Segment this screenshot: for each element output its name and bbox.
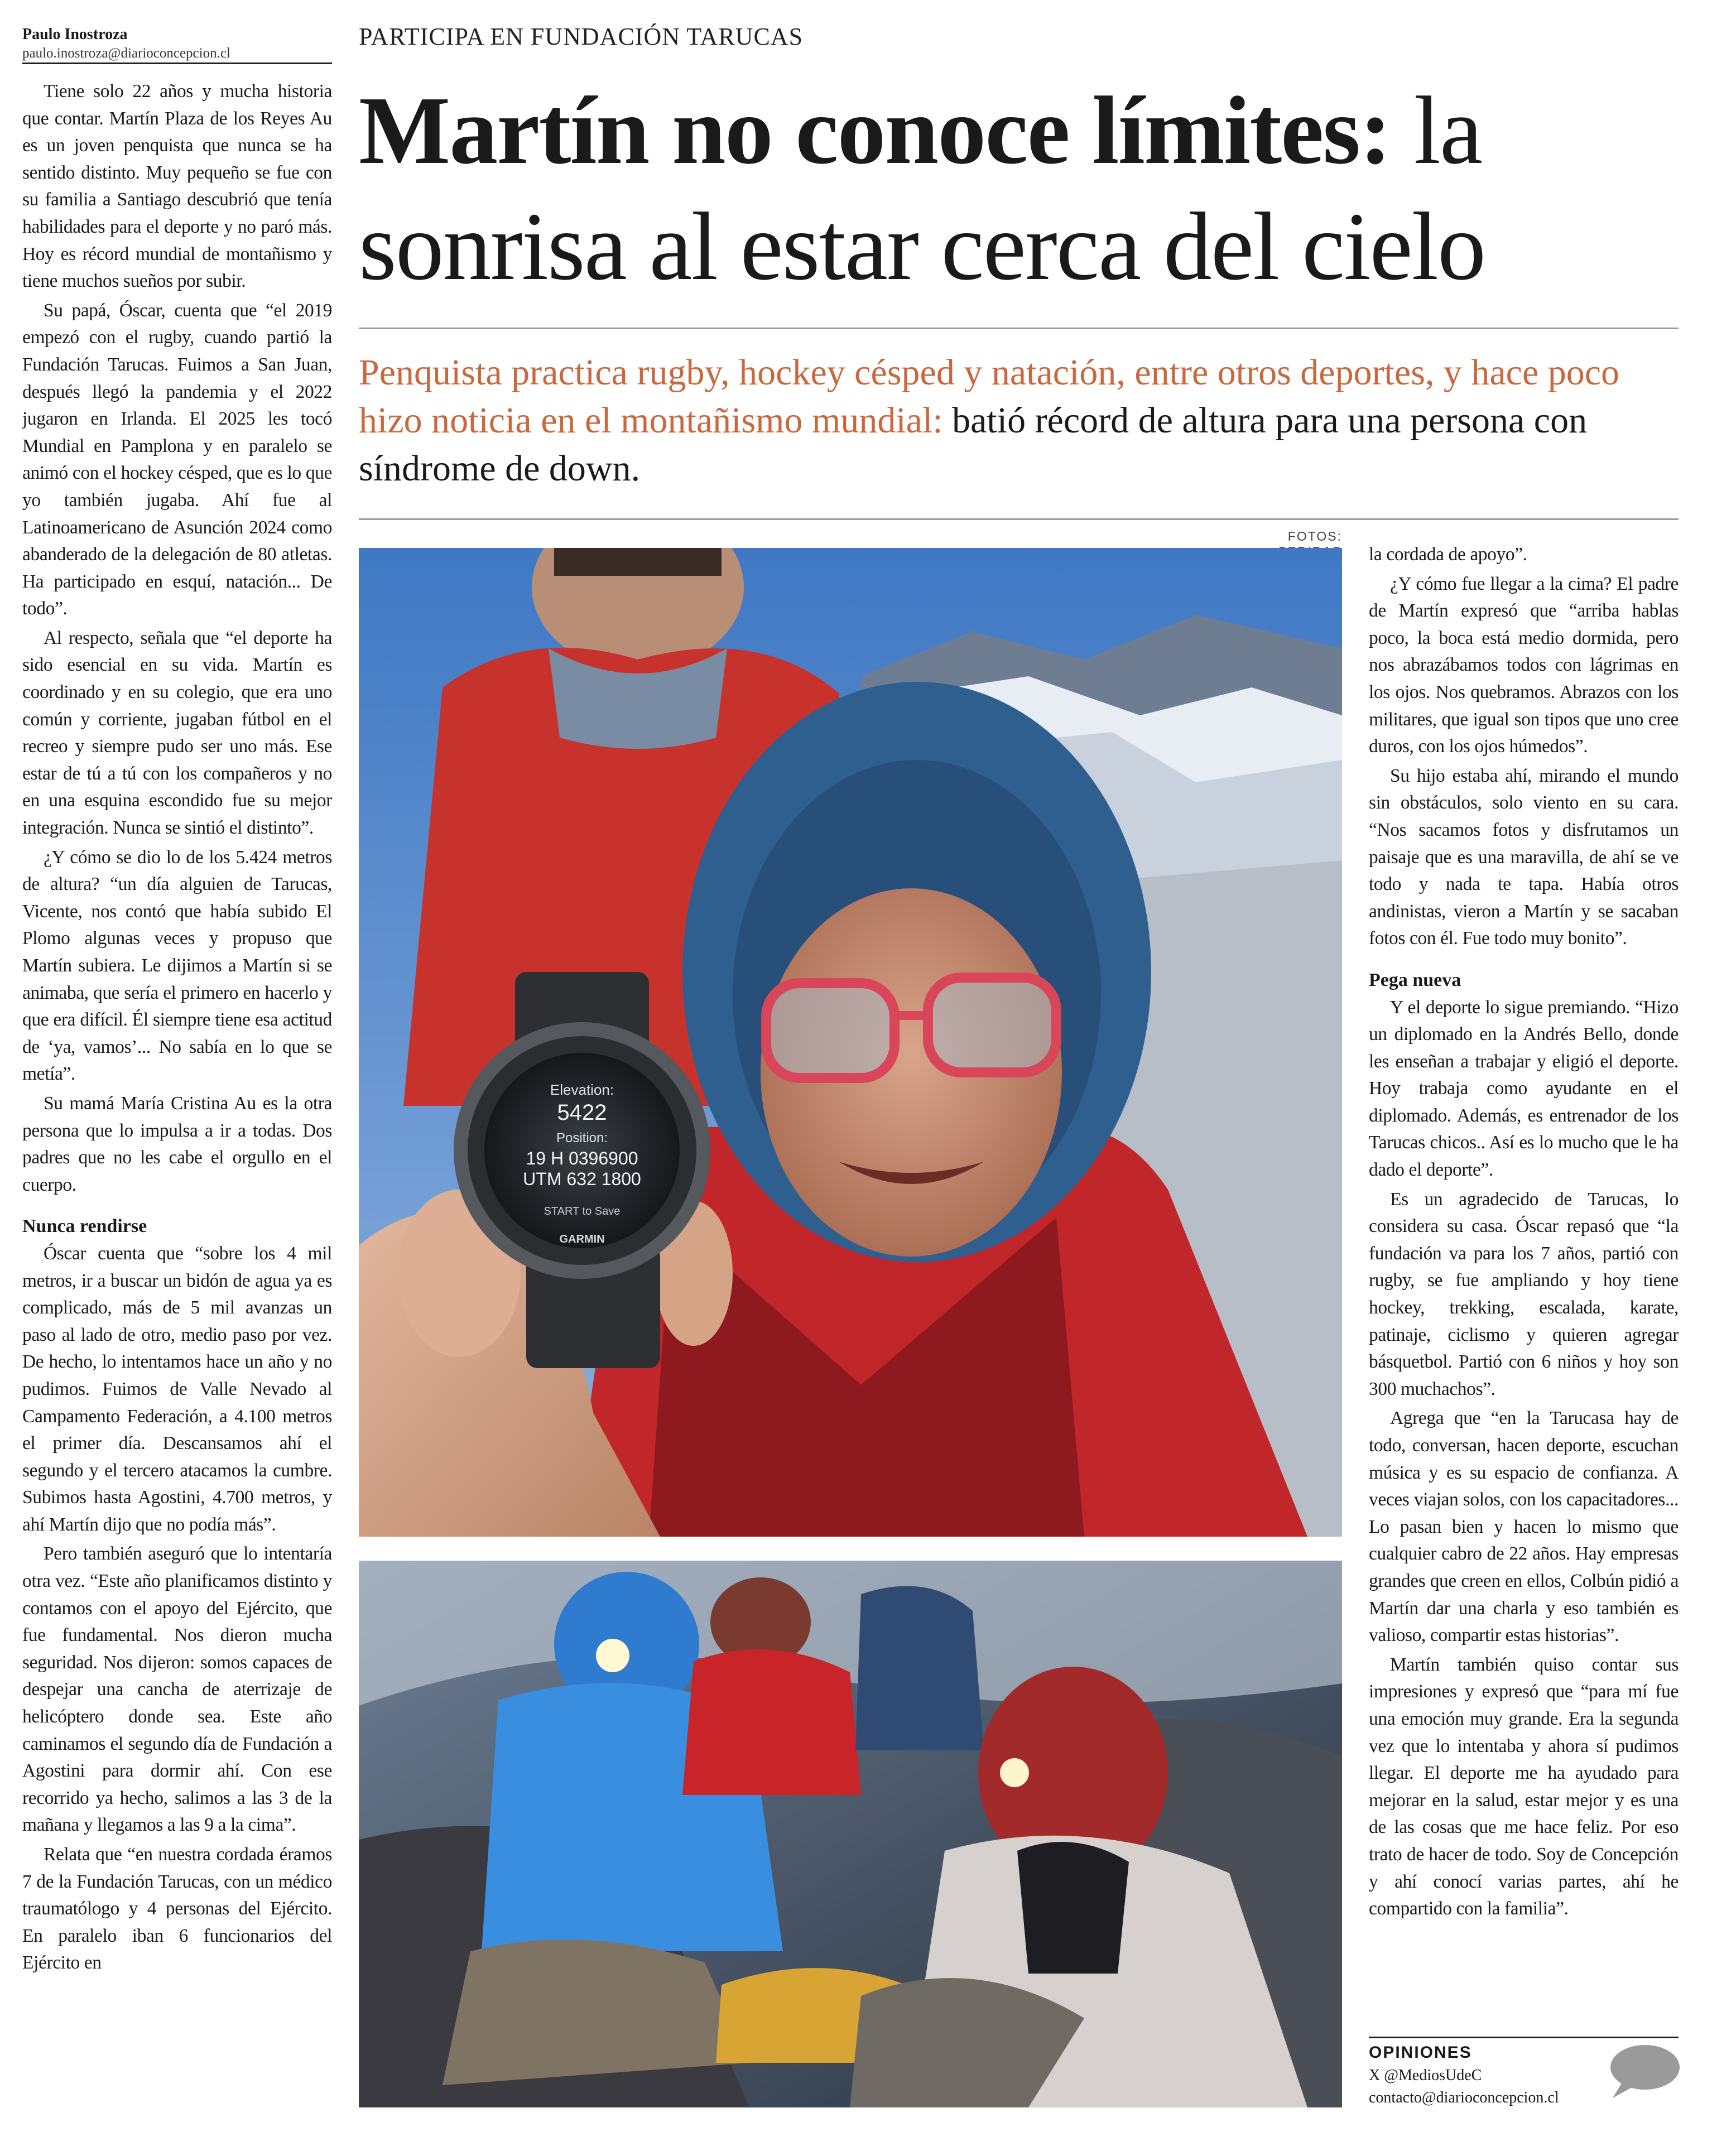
opiniones-email[interactable]: contacto@diarioconcepcion.cl <box>1369 2089 1559 2106</box>
watch-start-label: START to Save <box>544 1205 621 1217</box>
header-divider <box>359 328 1679 329</box>
subheadline-accent: Penquista practica rugby, hockey césped y natación, entre otros deportes, y hace poco hizo noticia en el montañismo mundial: <box>359 352 1620 441</box>
headline-rest: la sonrisa al estar cerca del cielo <box>359 76 1485 300</box>
paragraph: Al respecto, señala que “el deporte ha sido esencial en su vida. Martín es coordinado y en su colegio, que era uno común y corriente, jugaban fútbol en el recreo y siempre pudo ser uno más. Ese estar de tú a tú con los compañeros y no en una esquina escondido fue su mejor integración. Nunca se sintió el distinto”. <box>22 627 332 839</box>
author-name: Paulo Inostroza <box>22 26 128 43</box>
paragraph: Es un agradecido de Tarucas, lo considera su casa. Óscar repasó que “la fundación va para los 7 años, partió con rugby, se fue ampliando y hoy tiene hockey, trekking, escalada, karate, patinaje, ciclismo y quieren agregar básquetbol. Partió con 6 niños y hoy son 300 muchachos”. <box>1369 1188 1679 1399</box>
headline <box>359 73 1687 305</box>
watch-brand-logo: GARMIN <box>559 1233 605 1245</box>
subheadline-divider <box>359 518 1679 520</box>
paragraph: Relata que “en nuestra cordada éramos 7 de la Fundación Tarucas, con un médico traumatólogo y 4 personas del Ejército. En paralelo iban 6 funcionarios del Ejército en <box>22 1844 332 1974</box>
photo-climbers-resting <box>359 1561 1342 2107</box>
paragraph: Su hijo estaba ahí, mirando el mundo sin obstáculos, solo viento en su cara. “Nos sacamos fotos y disfrutamos un paisaje que es una maravilla, de ahí se ve todo y nada te tapa. Había otros andinistas, vieron a Martín y se sacaban fotos con él. Fue todo muy bonito”. <box>1369 765 1679 949</box>
byline-divider <box>22 62 332 64</box>
watch-elevation-label: Elevation: <box>550 1081 614 1098</box>
opiniones-title: OPINIONES <box>1369 2043 1472 2062</box>
section-kicker: PARTICIPA EN FUNDACIÓN TARUCAS <box>359 23 804 50</box>
watch-position-line2: UTM 632 1800 <box>523 1169 641 1189</box>
article-column-right <box>1369 541 1679 1925</box>
watch-position-line1: 19 H 0396900 <box>526 1148 638 1168</box>
headline-bold: Martín no conoce límites: <box>359 76 1391 184</box>
paragraph: la cordada de apoyo”. <box>1369 544 1527 565</box>
byline <box>22 25 332 62</box>
author-email[interactable]: paulo.inostroza@diarioconcepcion.cl <box>22 46 230 61</box>
photo-climbers-resting-image <box>359 1561 1342 2107</box>
section-heading-nunca-rendirse: Nunca rendirse <box>22 1216 147 1237</box>
section-heading-pega-nueva: Pega nueva <box>1369 969 1461 990</box>
paragraph: Tiene solo 22 años y mucha historia que contar. Martín Plaza de los Reyes Au es un joven penquista que nunca se ha sentido distinto. Muy pequeño se fue con su familia a Santiago descubrió que tenía habilidades para el deporte y no paró más. Hoy es récord mundial de montañismo y tiene muchos sueños por subir. <box>22 81 332 292</box>
photo-summit-selfie-image <box>359 548 1342 1537</box>
watch-elevation-value: 5422 <box>557 1100 607 1125</box>
opiniones-x-handle[interactable]: X @MediosUdeC <box>1369 2067 1482 2084</box>
paragraph: ¿Y cómo fue llegar a la cima? El padre de Martín expresó que “arriba hablas poco, la boca está medio dormida, pero nos abrazábamos todos con lágrimas en los ojos. Nos quebramos. Abrazos con los militares, que igual son tipos que uno cree duros, con los ojos húmedos”. <box>1369 573 1679 757</box>
paragraph: Y el deporte lo sigue premiando. “Hizo un diplomado en la Andrés Bello, donde les enseñan a trabajar y eligió el deporte. Hoy trabaja como ayudante en el diplomado. Además, es entrenador de los Tarucas chicos.. Así es lo mucho que le ha dado el deporte”. <box>1369 997 1679 1181</box>
subheadline-rest: batió récord de altura para una persona con síndrome de down. <box>359 400 1588 489</box>
article-column-left <box>22 78 332 1979</box>
photo-credit: FOTOS: <box>1287 529 1342 543</box>
paragraph: Martín también quiso contar sus impresiones y expresó que “para mí fue una emoción muy grande. Era la segunda vez que lo intentaba y ahora sí pudimos llegar. El deporte me ha ayudado para mejorar en la salud, estar mejor y es una de las cosas que me hace feliz. Por eso trato de hacer de todo. Soy de Concepción y ahí conocí varias partes, ahí he compartido con la familia”. <box>1369 1654 1679 1919</box>
paragraph: Pero también aseguró que lo intentaría otra vez. “Este año planificamos distinto y contamos con el apoyo del Ejército, que fue fundamental. Nos dieron mucha seguridad. Nos dijeron: somos capaces de despejar una cancha de aterrizaje de helicóptero donde sea. Este año caminamos el segundo día de Fundación a Agostini para dormir ahí. Con ese recorrido ya hecho, salimos a las 3 de la mañana y llegamos a las 9 a la cima”. <box>22 1543 332 1836</box>
watch-position-label: Position: <box>556 1130 608 1146</box>
opiniones-divider <box>1369 2037 1679 2038</box>
subheadline <box>359 349 1681 493</box>
speech-bubble-icon <box>1600 2042 1681 2101</box>
paragraph: ¿Y cómo se dio lo de los 5.424 metros de altura? “un día alguien de Tarucas, Vicente, nos contó que había subido El Plomo algunas veces y propuso que Martín subiera. Le dijimos a Martín si se animaba, que sería el primero en hacerlo y que era difícil. Él siempre tiene esa actitud de ‘ya, vamos’... No sabía en lo que se metía”. <box>22 846 332 1085</box>
paragraph: Óscar cuenta que “sobre los 4 mil metros, ir a buscar un bidón de agua ya es complicado, más de 5 mil avanzas un paso al lado de otro, medio paso por vez. De hecho, lo intentamos hace un año y no pudimos. Fuimos de Valle Nevado al Campamento Federación, a 4.100 metros el primer día. Descansamos ahí el segundo y el tercero atacamos la cumbre. Subimos hasta Agostini, 4.700 metros, y ahí Martín dijo que no podía más”. <box>22 1243 332 1535</box>
paragraph: Agrega que “en la Tarucasa hay de todo, conversan, hacen deporte, escuchan música y es su espacio de confianza. A veces viajan solos, con los capacitadores... Lo pasan bien y hacen lo mismo que cualquier cabro de 22 años. Hay empresas grandes que creen en ellos, Colbún pidió a Martín dar una charla y eso también es valioso, compartir estas historias”. <box>1369 1408 1679 1646</box>
paragraph: Su mamá María Cristina Au es la otra persona que lo impulsa a ir a todas. Dos padres que no les cabe el orgullo en el cuerpo. <box>22 1093 332 1195</box>
photo-summit-selfie <box>359 548 1342 1537</box>
paragraph: Su papá, Óscar, cuenta que “el 2019 empezó con el rugby, cuando partió la Fundación Tarucas. Fuimos a San Juan, después llegó la pandemia y el 2022 jugaron en Irlanda. El 2025 les tocó Mundial en Pamplona y en paralelo se animó con el hockey césped, que es lo que yo también jugaba. Ahí fue al Latinoamericano de Asunción 2024 como abanderado de la delegación de 80 atletas. Ha participado en esquí, natación... De todo”. <box>22 300 332 619</box>
